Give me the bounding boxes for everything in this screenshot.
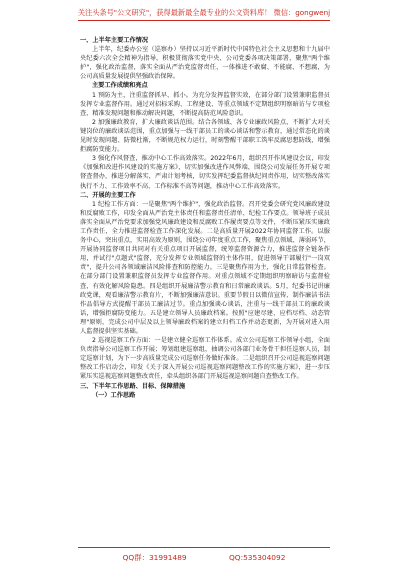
work-paragraph-1: 1 纪检工作方面：一是聚焦"两个维护"，强化政治监督。召开党委会研究党风廉政建设和反腐败工作，印发全面从严治党主体责任和监督责任清单、纪检工作要点。领导班子成员落实全面从严治党要求加强党风廉政建设和反腐败工作履责要点等文件，不断压紧压实廉政工作责任，全力推进监督检查工作深化发展。二是高质量开展2022年协同监督工作。以服务中心，突出重点，实用高效为原则，围绕公司年度重点工作，聚焦重点领域、薄弱环节，开展协同监督项目共同对有关重点项目开展监督，统筹监督资源合力，推进监督全链条作用，并试行"点题式"监督，充分发挥专业领域监督的主体作用，促进领导干部履行"一岗双责"，提升公司各领域廉洁风险排查和防控能力。三是聚焦作用为主，强化日常监督检查。在部分部门设置兼职监督员发挥专业监督作用。对重点领域不定期组织明察暗访与监督检查，有效化解风险隐患。四是组织开展廉洁警示教育和日常廉政谈话。5月，纪委书记讲廉政党课，观看廉洁警示教育片，不断加强廉洁意识。重要节假日以微信宣传、制作廉洁书法作品倡导方式提醒干部员工廉洁过节。重点加强谈心谈话，注重与一线干部员工的廉政谈话，增强拒腐防变能力。五是建立领导人员廉政档案。按照"应建尽建、应档尽档、动态管理"原则，完成公司中层及以上领导廉政档案的建立归档工作并动态更新，为开展对进入用人监督提供坚实基础。 xyxy=(80,200,330,335)
subsection-title: 主要工作成绩和亮点 xyxy=(92,82,148,90)
footer xyxy=(0,552,408,563)
highlight-paragraph-3: 3 强化作风督查，推动中心工作高效落实。2022年6月，组织召开作风建设会议，印发《加强和改进作风建设的实施方案》，切实加强改进作风弊端，围绕公司发展任务开展专项督查督办，推进分解落实，严肃计划考核，切实发挥纪委监督执纪问责作用，切实整改落实执行不力、工作效率不高、工作标准不高等问题，推动中心工作高效落实。 xyxy=(80,155,330,190)
section-title-1: 一、上半年主要工作情况 xyxy=(80,37,149,44)
highlight-paragraph-1: 1 预防为主，注重监督抓早、抓小。为充分发挥监督实效，在部分部门设置兼职监督员发挥专业监督作用。通过对招标采购、工程建设、等重点领域不定期组织明察暗访与专项检查，精准发现问题和推动解决问题，不断提高防范风险意识。 xyxy=(80,91,330,117)
section-title-2: 二、开展的主要工作 xyxy=(80,191,136,199)
qq-text: QQ:535304092 xyxy=(228,553,286,562)
intro-paragraph: 上半年，纪委办公室（巡察办）坚持以习近平新时代中国特色社会主义思想和十九届中央纪委六次全会精神为指导，积极贯彻落实党中央、公司党委各项决策部署，聚焦"两个维护"，强化政治监督，落实全面从严治党监督责任，一体推进不敢腐、不能腐、不想腐，为公司高质量发展提供坚强政治保障。 xyxy=(80,46,330,81)
document-body xyxy=(80,36,330,400)
footer-divider xyxy=(78,547,330,548)
section-3-subtitle: （一）工作思路 xyxy=(92,391,136,399)
highlight-paragraph-2: 2 加强廉政教育，扩大廉政谈话范围。结合各领域、各专业廉政风险点，不断扩大对关键岗位的廉政谈话范围，重点加强与一线干部员工的谈心谈话和警示教育，通过常态化的谈见时发现问题、防微杜渐，不断规范权力运行，时刻警醒干部职工筑牢反腐思想防线，增强拒腐防变能力。 xyxy=(80,118,330,154)
promo-banner: 关注头条号"公文研究"，获得最新最全最专业的公文资料库！ 微信：gongwenj xyxy=(77,8,331,17)
work-paragraph-2: 2 巡视巡察工作方面：一是建立健全巡察工作体系。成立公司巡察工作领导小组，全面负责指导公司巡察工作开展；筹划组建巡察组，抽调公司各部门业务骨干担任巡察人员，制定巡察计划，为下一步高质量完成公司巡察任务做好准备。二是组织召开公司巡视巡察问题整改工作启动会，印发《关于深入开展公司巡视巡察问题整改工作的实施方案》，进一步压紧压实巡视巡察问题整改责任，牵头组织各部门开展巡视巡察问题自查整改工作。 xyxy=(80,337,330,381)
header-divider xyxy=(78,20,330,21)
section-title-3: 三、下半年工作思路、目标、保障措施 xyxy=(80,382,186,390)
qq-group-text: QQ群：31991489 xyxy=(122,553,187,562)
